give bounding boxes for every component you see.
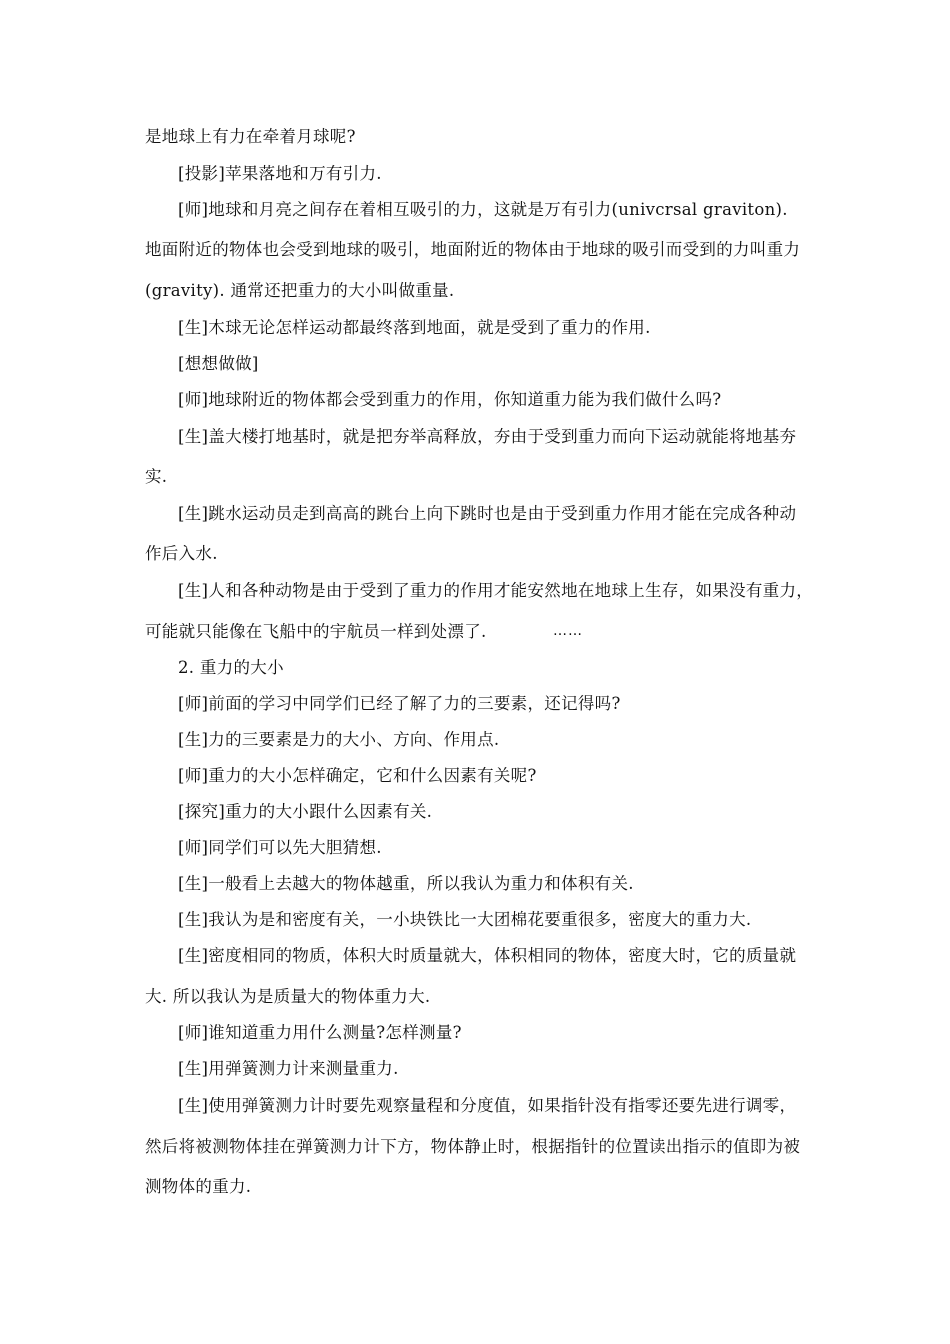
text-line: [生]使用弹簧测力计时要先观察量程和分度值，如果指针没有指零还要先进行调零，: [178, 1096, 797, 1115]
text-line: [生]用弹簧测力计来测量重力.: [178, 1059, 399, 1078]
text-line: [师]谁知道重力用什么测量?怎样测量?: [178, 1023, 462, 1042]
text-line: 大. 所以我认为是质量大的物体重力大.: [145, 987, 431, 1006]
text-line: [投影]苹果落地和万有引力.: [178, 164, 382, 183]
text-line: [想想做做]: [178, 354, 259, 373]
text-line: 可能就只能像在飞船中的宇航员一样到处漂了.: [145, 622, 487, 641]
ellipsis-mark: ……: [553, 623, 583, 639]
text-line: [生]力的三要素是力的大小、方向、作用点.: [178, 730, 500, 749]
text-line: 地面附近的物体也会受到地球的吸引，地面附近的物体由于地球的吸引而受到的力叫重力: [145, 240, 801, 259]
text-line: [生]我认为是和密度有关，一小块铁比一大团棉花要重很多，密度大的重力大.: [178, 910, 752, 929]
text-line: [生]木球无论怎样运动都最终落到地面，就是受到了重力的作用.: [178, 318, 651, 337]
text-line: [探究]重力的大小跟什么因素有关.: [178, 802, 433, 821]
text-line: [师]前面的学习中同学们已经了解了力的三要素，还记得吗?: [178, 694, 621, 713]
text-line: 然后将被测物体挂在弹簧测力计下方，物体静止时，根据指针的位置读出指示的值即为被: [145, 1137, 801, 1156]
text-line: [生]人和各种动物是由于受到了重力的作用才能安然地在地球上生存，如果没有重力，: [178, 581, 814, 600]
text-line: [师]地球和月亮之间存在着相互吸引的力，这就是万有引力(univcrsal graviton).: [178, 200, 788, 219]
text-line: [生]一般看上去越大的物体越重，所以我认为重力和体积有关.: [178, 874, 634, 893]
text-line: [师]重力的大小怎样确定，它和什么因素有关呢?: [178, 766, 537, 785]
text-line: [生]密度相同的物质，体积大时质量就大，体积相同的物体，密度大时，它的质量就: [178, 946, 797, 965]
text-line: (gravity). 通常还把重力的大小叫做重量.: [145, 281, 455, 300]
text-line: 测物体的重力.: [145, 1177, 252, 1196]
text-line: [生]跳水运动员走到高高的跳台上向下跳时也是由于受到重力作用才能在完成各种动: [178, 504, 797, 523]
text-line: [师]地球附近的物体都会受到重力的作用，你知道重力能为我们做什么吗?: [178, 390, 722, 409]
text-line: [生]盖大楼打地基时，就是把夯举高释放，夯由于受到重力而向下运动就能将地基夯: [178, 427, 797, 446]
text-line: 是地球上有力在牵着月球呢?: [145, 127, 356, 146]
text-line: 作后入水.: [145, 544, 218, 563]
text-line: 实.: [145, 467, 168, 486]
text-line: [师]同学们可以先大胆猜想.: [178, 838, 382, 857]
section-heading: 2. 重力的大小: [178, 658, 284, 677]
